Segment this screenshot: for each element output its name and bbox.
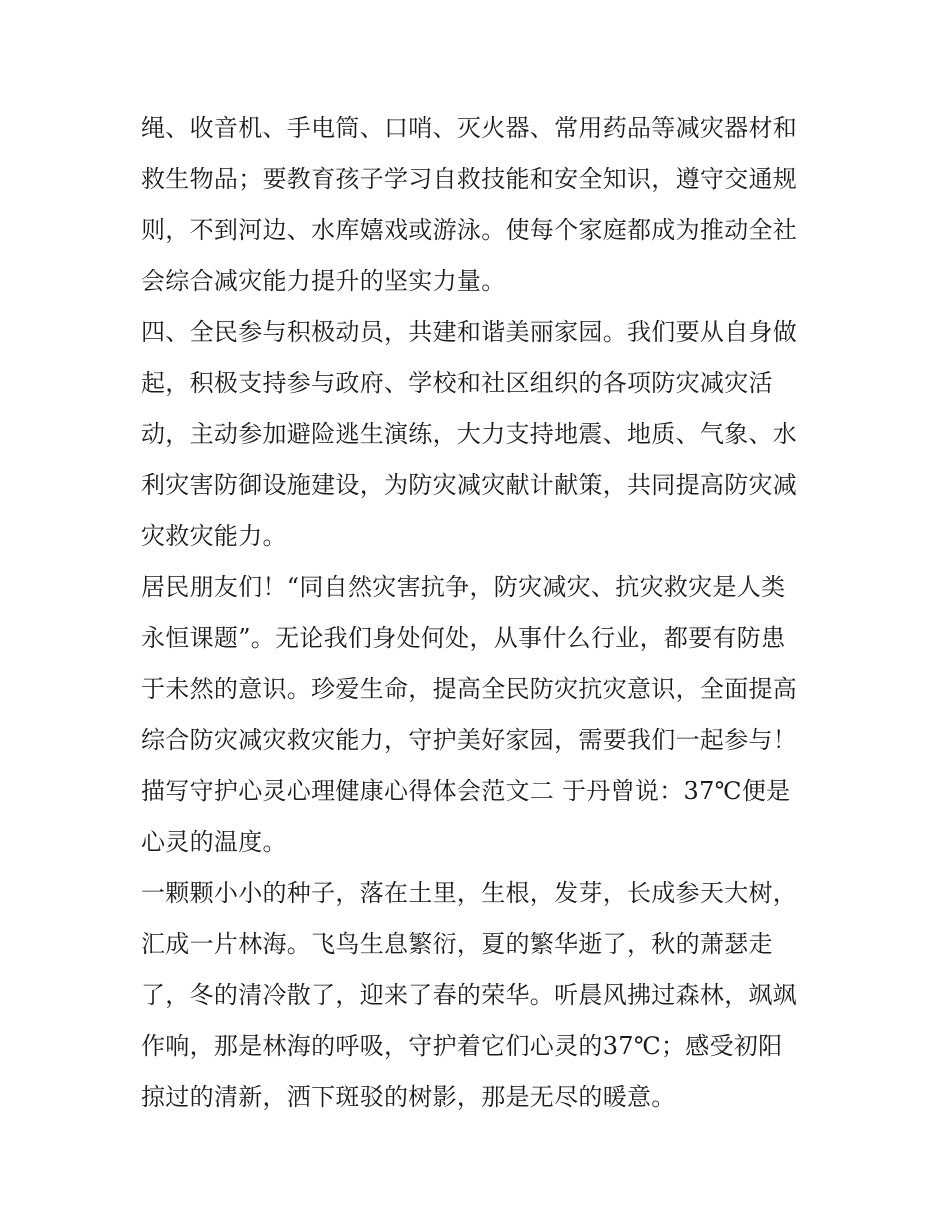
text-line: 绳、收音机、手电筒、口哨、灭火器、常用药品等减灾器材和 <box>141 114 798 142</box>
text-line: 综合防灾减灾救灾能力，守护美好家园，需要我们一起参与！ <box>141 726 798 754</box>
text-line: 心灵的温度。 <box>141 828 287 856</box>
text-line: 则，不到河边、水库嬉戏或游泳。使每个家庭都成为推动全社 <box>141 216 798 244</box>
text-line: 永恒课题”。无论我们身处何处，从事什么行业，都要有防患 <box>141 624 786 652</box>
text-line: 起，积极支持参与政府、学校和社区组织的各项防灾减灾活 <box>141 369 773 397</box>
document-body <box>141 103 821 1123</box>
text-line: 灾救灾能力。 <box>141 522 287 550</box>
text-line: 掠过的清新，洒下斑驳的树影，那是无尽的暖意。 <box>141 1083 676 1111</box>
text-line: 会综合减灾能力提升的坚实力量。 <box>141 267 506 295</box>
text-line: 动，主动参加避险逃生演练，大力支持地震、地质、气象、水 <box>141 420 798 448</box>
text-line: 一颗颗小小的种子，落在土里，生根，发芽，长成参天大树， <box>141 879 798 907</box>
text-line: 四、全民参与积极动员，共建和谐美丽家园。我们要从自身做 <box>141 318 798 346</box>
text-line: 于未然的意识。珍爱生命，提高全民防灾抗灾意识，全面提高 <box>141 675 798 703</box>
text-line: 汇成一片林海。飞鸟生息繁衍，夏的繁华逝了，秋的萧瑟走 <box>141 930 773 958</box>
text-line: 了，冬的清冷散了，迎来了春的荣华。听晨风拂过森林，飒飒 <box>141 981 798 1009</box>
text-line: 描写守护心灵心理健康心得体会范文二 于丹曾说：37℃便是 <box>141 777 791 805</box>
text-line: 作响，那是林海的呼吸，守护着它们心灵的37℃；感受初阳 <box>141 1032 783 1060</box>
text-line: 救生物品；要教育孩子学习自救技能和安全知识，遵守交通规 <box>141 165 798 193</box>
text-line: 居民朋友们！“同自然灾害抗争，防灾减灾、抗灾救灾是人类 <box>141 573 786 601</box>
text-line: 利灾害防御设施建设，为防灾减灾献计献策，共同提高防灾减 <box>141 471 798 499</box>
